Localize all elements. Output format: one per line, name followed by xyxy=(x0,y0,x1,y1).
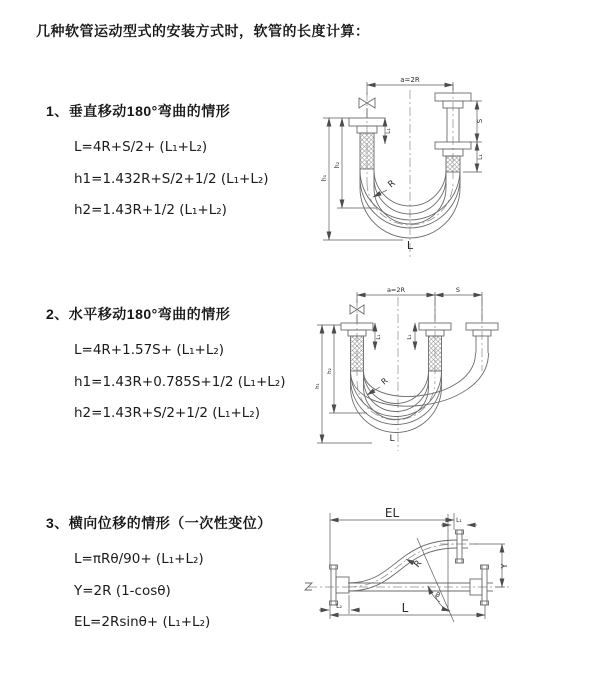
section-2-heading: 2、水平移动180°弯曲的情形 xyxy=(46,306,231,322)
dim-label-h2: h₂ xyxy=(327,368,333,374)
dim-label-r: R xyxy=(412,558,425,570)
dim-label-l: L xyxy=(406,239,414,252)
hose-u-bend-position-1 xyxy=(351,371,442,433)
dim-label-r: R xyxy=(379,376,390,387)
dimension-a2r xyxy=(357,286,482,321)
section-1-formulas xyxy=(74,132,269,227)
diagram-lateral-displacement xyxy=(300,498,600,660)
section-lateral-displacement xyxy=(46,513,272,639)
formula-line: h1=1.432R+S/2+1/2 (L₁+L₂) xyxy=(74,170,269,187)
dimension-l1-left xyxy=(385,118,392,144)
section-vertical-move xyxy=(46,101,269,227)
dim-label-l1: L₁ xyxy=(477,154,484,160)
braided-hose-section xyxy=(429,336,442,371)
radius-callout xyxy=(367,376,390,395)
diagram-vertical-180-bend xyxy=(315,70,585,260)
dimension-l1-mid xyxy=(407,323,415,350)
formula-line: h2=1.43R+1/2 (L₁+L₂) xyxy=(74,202,227,218)
dimension-el xyxy=(330,506,454,565)
dim-label-l1: L₁ xyxy=(385,128,392,134)
dim-label-h1: h₁ xyxy=(321,174,328,182)
dimension-s xyxy=(469,101,484,142)
formula-line: L=4R+1.57S+ (L₁+L₂) xyxy=(74,342,225,358)
dim-label-el: EL xyxy=(384,506,400,520)
diagram-horizontal-180-bend xyxy=(312,283,592,455)
upper-flange xyxy=(456,530,469,563)
dim-label-s: S xyxy=(476,118,484,124)
break-mark xyxy=(305,583,312,590)
dim-label-y: Y xyxy=(500,563,509,569)
dim-label-l2: L₂ xyxy=(336,603,342,610)
section-1-heading: 1、垂直移动180°弯曲的情形 xyxy=(46,103,231,119)
left-flange xyxy=(330,565,350,605)
formula-line: Y=2R (1-cosθ) xyxy=(74,582,171,599)
radius-callout xyxy=(406,559,424,570)
dim-label-l1: L₁ xyxy=(456,517,462,524)
section-2-formulas xyxy=(74,335,285,430)
formula-line: L=4R+S/2+ (L₁+L₂) xyxy=(74,139,208,155)
section-horizontal-move xyxy=(46,304,285,430)
centerlines xyxy=(308,544,512,587)
dimension-l2 xyxy=(319,595,360,614)
dim-label-r: R xyxy=(386,178,398,191)
radius-callout xyxy=(373,179,398,197)
dimension-l1 xyxy=(441,517,477,525)
dimension-y xyxy=(470,544,509,587)
dim-label-h2: h₂ xyxy=(334,161,341,169)
dim-label-theta: θ xyxy=(436,591,440,599)
left-pipe-flange xyxy=(341,323,373,371)
page-title: 几种软管运动型式的安装方式时，软管的长度计算： xyxy=(36,23,370,39)
hose-u-bend-position-2 xyxy=(351,353,489,406)
braided-hose-section xyxy=(446,156,460,172)
section-3-formulas xyxy=(74,544,272,639)
dim-label-a2r: a=2R xyxy=(400,76,420,84)
middle-pipe-flange xyxy=(419,323,451,371)
dim-label-l1: L₁ xyxy=(376,334,382,340)
dim-label-h1: h₁ xyxy=(315,383,321,389)
dim-label-l1: L₁ xyxy=(407,334,413,340)
dim-label-l: L xyxy=(389,434,395,444)
centerlines xyxy=(367,85,453,257)
left-pipe-flange xyxy=(349,118,385,169)
dim-label-a2r: a=2R xyxy=(386,286,406,294)
formula-line: h1=1.43R+0.785S+1/2 (L₁+L₂) xyxy=(74,373,286,390)
dim-label-l: L xyxy=(401,601,409,615)
braided-hose-section xyxy=(360,133,374,169)
right-flange xyxy=(470,565,493,605)
dim-label-s: S xyxy=(455,286,461,294)
formula-line: L=πRθ/90+ (L₁+L₂) xyxy=(74,551,204,567)
braided-hose-section xyxy=(351,336,364,371)
angle-construction xyxy=(417,514,454,622)
section-3-heading: 3、横向位移的情形（一次性变位） xyxy=(46,515,272,531)
dimension-l1-right xyxy=(463,142,484,172)
formula-line: h2=1.43R+S/2+1/2 (L₁+L₂) xyxy=(74,405,260,421)
dimension-l1-left xyxy=(375,323,382,350)
formula-line: EL=2Rsinθ+ (L₁+L₂) xyxy=(74,614,211,630)
